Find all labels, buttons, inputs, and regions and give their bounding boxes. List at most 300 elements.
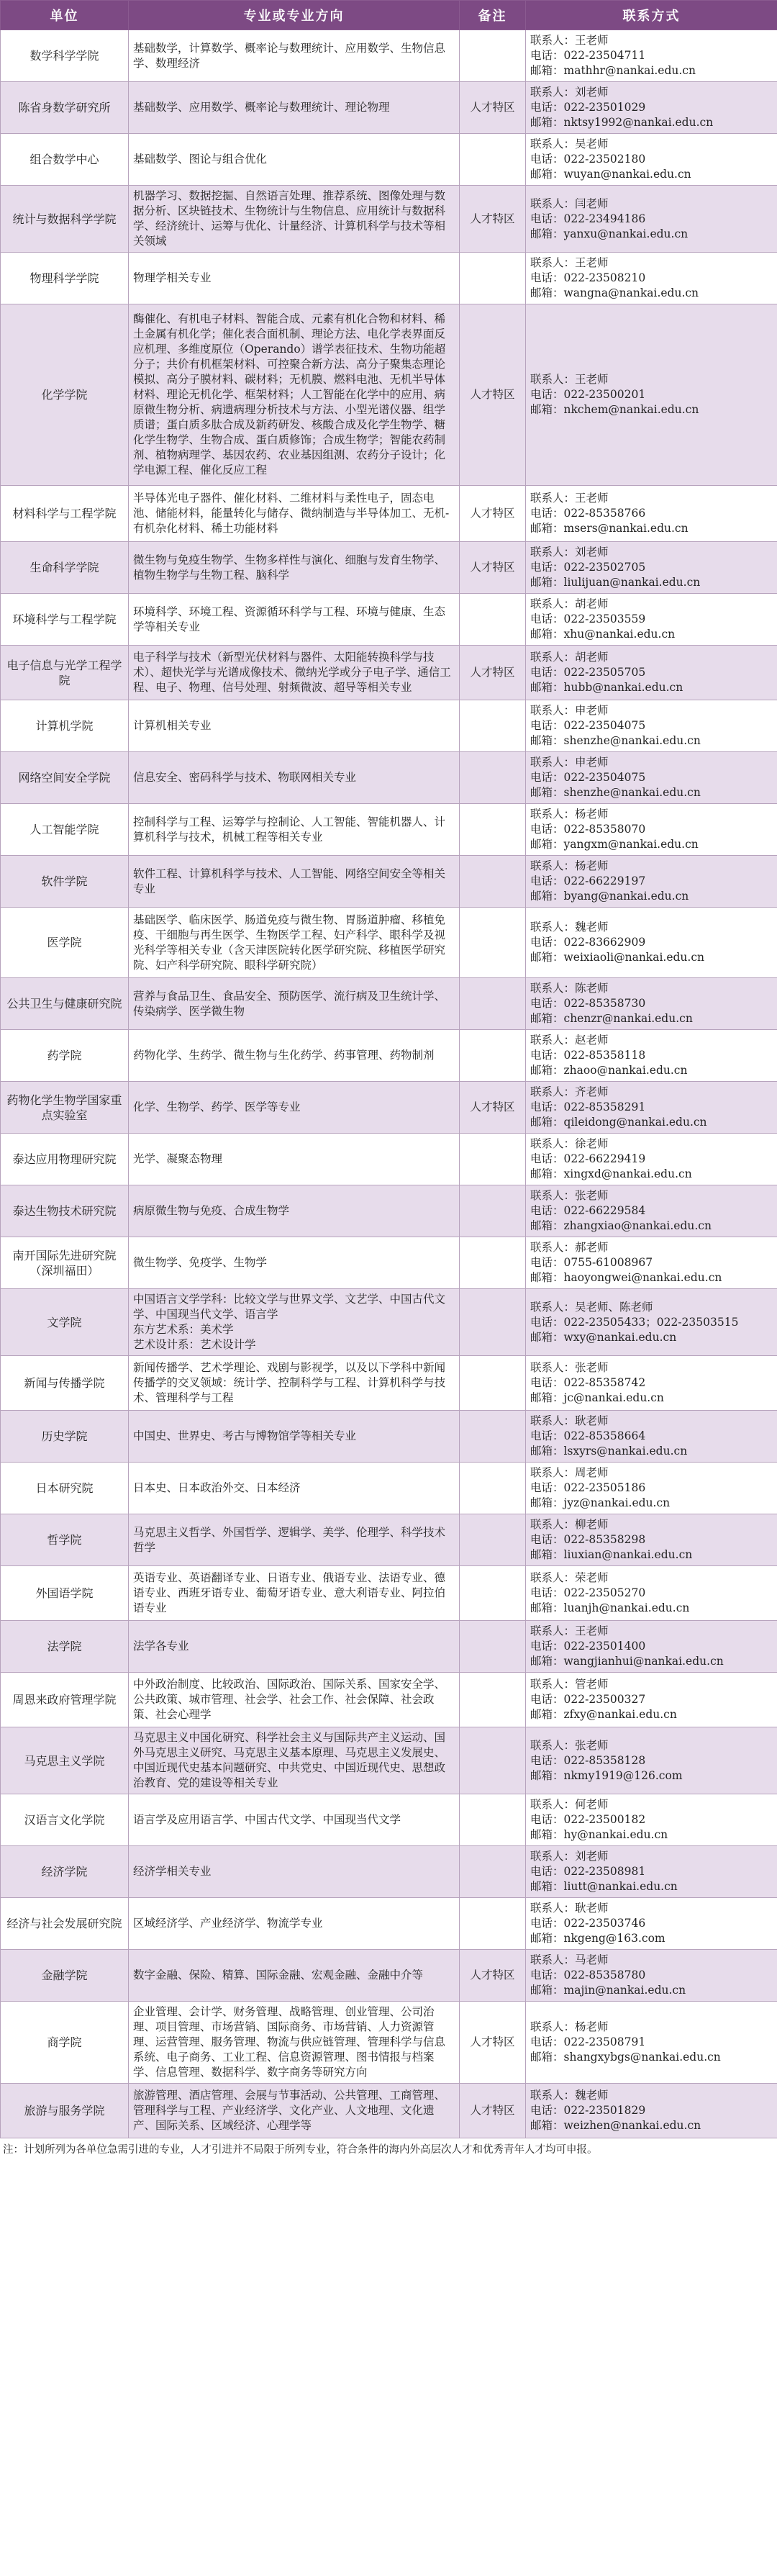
- contact-phone-label: 电话：: [530, 666, 564, 679]
- contact-phone: 022-23502705: [563, 561, 646, 574]
- contact-person-label: 联系人：: [530, 1738, 576, 1752]
- contact-person-label: 联系人：: [530, 256, 576, 269]
- contact-email[interactable]: xingxd@nankai.edu.cn: [563, 1167, 692, 1180]
- contact-phone-line: [530, 1203, 773, 1219]
- table-row: [1, 1621, 777, 1673]
- contact-phone: 022-85358766: [563, 507, 646, 520]
- contact-person-line: [530, 859, 773, 874]
- contact-phone-line: [530, 665, 773, 680]
- contact-phone: 022-23505186: [563, 1481, 646, 1494]
- contact-phone-label: 电话：: [530, 719, 564, 732]
- table-row: [1, 82, 777, 134]
- note-cell: 人才特区: [460, 82, 526, 134]
- contact-email[interactable]: yangxm@nankai.edu.cn: [563, 838, 699, 851]
- field-cell: 控制科学与工程、运筹学与控制论、人工智能、智能机器人、计算机科学与技术，机械工程等相关专业: [129, 804, 460, 856]
- contact-person: 吴老师、陈老师: [575, 1300, 653, 1314]
- contact-person-line: [530, 1624, 773, 1639]
- contact-email-label: 邮箱：: [530, 1496, 564, 1509]
- contact-email[interactable]: xhu@nankai.edu.cn: [563, 628, 676, 641]
- contact-email[interactable]: shenzhe@nankai.edu.cn: [563, 786, 701, 799]
- contact-email[interactable]: haoyongwei@nankai.edu.cn: [563, 1271, 722, 1284]
- contact-phone: 022-66229584: [563, 1204, 646, 1217]
- contact-phone-line: [530, 1692, 773, 1707]
- contact-email[interactable]: jc@nankai.edu.cn: [563, 1391, 664, 1404]
- field-cell: 化学、生物学、药学、医学等专业: [129, 1082, 460, 1134]
- contact-person-line: [530, 1571, 773, 1586]
- contact-email[interactable]: yanxu@nankai.edu.cn: [563, 227, 689, 240]
- contact-person-line: [530, 1677, 773, 1692]
- unit-cell: 环境科学与工程学院: [1, 594, 129, 646]
- contact-phone-line: [530, 718, 773, 733]
- unit-cell: 医学院: [1, 908, 129, 978]
- contact-phone: 022-85358291: [563, 1101, 646, 1113]
- contact-phone-line: [530, 1375, 773, 1391]
- contact-cell: [526, 1514, 777, 1566]
- contact-person: 王老师: [575, 492, 609, 505]
- note-cell: [460, 856, 526, 908]
- table-row: [1, 186, 777, 253]
- note-cell: 人才特区: [460, 186, 526, 253]
- contact-email[interactable]: weixiaoli@nankai.edu.cn: [563, 951, 704, 964]
- contact-phone: 022-23505270: [563, 1586, 646, 1599]
- contact-phone: 022-23504711: [563, 49, 646, 62]
- contact-person: 周老师: [575, 1466, 609, 1479]
- contact-email[interactable]: hubb@nankai.edu.cn: [563, 681, 683, 694]
- contact-email-line: [530, 1167, 773, 1182]
- contact-email-line: [530, 227, 773, 242]
- contact-phone: 022-85358742: [563, 1376, 646, 1389]
- contact-person-line: [530, 1033, 773, 1048]
- contact-cell: [526, 752, 777, 804]
- contact-email[interactable]: mathhr@nankai.edu.cn: [563, 64, 696, 77]
- field-cell: 药物化学、生药学、微生物与生化药学、药事管理、药物制剂: [129, 1030, 460, 1082]
- contact-cell: [526, 1289, 777, 1356]
- contact-phone: 022-23505433；022-23503515: [563, 1315, 739, 1329]
- table-row: [1, 856, 777, 908]
- field-cell: 物理学相关专业: [129, 253, 460, 304]
- contact-email[interactable]: nkmy1919@126.com: [563, 1768, 683, 1782]
- contact-phone-label: 电话：: [530, 997, 564, 1010]
- contact-email-line: [530, 1063, 773, 1078]
- contact-email[interactable]: lsxyrs@nankai.edu.cn: [563, 1445, 688, 1458]
- unit-cell: 电子信息与光学工程学院: [1, 646, 129, 700]
- field-cell: 半导体光电子器件、催化材料、二维材料与柔性电子，固态电池、储能材料，能量转化与储存、微纳制造与半导体加工、无机-有机杂化材料、稀土功能材料: [129, 486, 460, 542]
- note-cell: [460, 1727, 526, 1794]
- field-cell: 基础数学、图论与组合优化: [129, 134, 460, 186]
- contact-email[interactable]: hy@nankai.edu.cn: [563, 1828, 668, 1841]
- contact-phone-line: [530, 100, 773, 115]
- contact-person: 郝老师: [575, 1241, 609, 1254]
- contact-phone-line: [530, 1812, 773, 1827]
- field-cell: 经济学相关专业: [129, 1846, 460, 1898]
- contact-phone: 022-85358664: [563, 1429, 646, 1442]
- contact-person-line: [530, 920, 773, 935]
- field-cell: 电子科学与技术（新型光伏材料与器件、太阳能转换科学与技术）、超快光学与光谱成像技术、微纳光学或分子电子学、通信工程、电子、物理、信号处理、射频微波、超导等相关专业: [129, 646, 460, 700]
- unit-cell: 哲学院: [1, 1514, 129, 1566]
- contact-person-label: 联系人：: [530, 34, 576, 47]
- table-row: [1, 1185, 777, 1237]
- contact-email-label: 邮箱：: [530, 890, 564, 903]
- contact-person-label: 联系人：: [530, 1624, 576, 1637]
- contact-email-label: 邮箱：: [530, 1828, 564, 1841]
- contact-person-label: 联系人：: [530, 1137, 576, 1150]
- contact-person: 陈老师: [575, 982, 609, 995]
- contact-phone-label: 电话：: [530, 1049, 564, 1062]
- contact-cell: [526, 1185, 777, 1237]
- contact-phone-label: 电话：: [530, 1101, 564, 1113]
- unit-cell: 生命科学学院: [1, 542, 129, 594]
- contact-email[interactable]: nkchem@nankai.edu.cn: [563, 403, 699, 416]
- contact-email-label: 邮箱：: [530, 1445, 564, 1458]
- contact-email-label: 邮箱：: [530, 168, 564, 181]
- contact-person-label: 联系人：: [530, 982, 576, 995]
- unit-cell: 统计与数据科学学院: [1, 186, 129, 253]
- contact-email[interactable]: byang@nankai.edu.cn: [563, 890, 689, 903]
- contact-email-line: [530, 286, 773, 301]
- contact-email[interactable]: wuyan@nankai.edu.cn: [563, 168, 691, 181]
- contact-person: 申老师: [575, 704, 609, 717]
- unit-cell: 公共卫生与健康研究院: [1, 978, 129, 1030]
- contact-email-line: [530, 575, 773, 590]
- note-cell: 人才特区: [460, 1950, 526, 2002]
- contact-email-label: 邮箱：: [530, 1708, 564, 1721]
- contact-email-line: [530, 1827, 773, 1843]
- contact-email[interactable]: zfxy@nankai.edu.cn: [563, 1708, 677, 1721]
- contact-cell: [526, 2002, 777, 2084]
- contact-email-line: [530, 950, 773, 965]
- unit-cell: 泰达应用物理研究院: [1, 1134, 129, 1185]
- contact-person-label: 联系人：: [530, 1571, 576, 1584]
- contact-email-label: 邮箱：: [530, 786, 564, 799]
- note-cell: 人才特区: [460, 2084, 526, 2138]
- contact-cell: [526, 908, 777, 978]
- unit-cell: 泰达生物技术研究院: [1, 1185, 129, 1237]
- contact-phone: 022-23504075: [563, 719, 646, 732]
- contact-phone-line: [530, 1864, 773, 1879]
- contact-email-line: [530, 2118, 773, 2133]
- contact-person-line: [530, 1465, 773, 1481]
- contact-email-label: 邮箱：: [530, 1330, 564, 1344]
- contact-person-line: [530, 256, 773, 271]
- contact-email-line: [530, 1931, 773, 1946]
- field-cell: 微生物与免疫生物学、生物多样性与演化、细胞与发育生物学、植物生物学与生物工程、脑科学: [129, 542, 460, 594]
- contact-email-label: 邮箱：: [530, 1167, 564, 1180]
- field-cell: 马克思主义哲学、外国哲学、逻辑学、美学、伦理学、科学技术哲学: [129, 1514, 460, 1566]
- contact-phone-label: 电话：: [530, 561, 564, 574]
- field-cell: 微生物学、免疫学、生物学: [129, 1237, 460, 1289]
- contact-person: 杨老师: [575, 2020, 609, 2033]
- contact-email-line: [530, 1547, 773, 1563]
- contact-email-label: 邮箱：: [530, 1601, 564, 1614]
- contact-email-label: 邮箱：: [530, 1932, 564, 1945]
- contact-phone-line: [530, 271, 773, 286]
- contact-email[interactable]: nkgeng@163.com: [563, 1932, 665, 1945]
- contact-person: 耿老师: [575, 1414, 609, 1427]
- contact-phone-label: 电话：: [530, 823, 564, 836]
- contact-phone-label: 电话：: [530, 2104, 564, 2117]
- contact-email[interactable]: majin@nankai.edu.cn: [563, 1984, 686, 1997]
- contact-phone: 022-23500182: [563, 1813, 646, 1826]
- contact-email-label: 邮箱：: [530, 522, 564, 535]
- note-cell: 人才特区: [460, 646, 526, 700]
- contact-phone: 022-23508791: [563, 2035, 646, 2048]
- contact-email[interactable]: zhaoo@nankai.edu.cn: [563, 1064, 688, 1077]
- contact-person-line: [530, 650, 773, 665]
- contact-phone-line: [530, 874, 773, 889]
- contact-cell: [526, 1898, 777, 1950]
- contact-phone-line: [530, 212, 773, 227]
- contact-email[interactable]: liutt@nankai.edu.cn: [563, 1880, 678, 1893]
- unit-cell: 软件学院: [1, 856, 129, 908]
- table-row: [1, 304, 777, 486]
- contact-email[interactable]: luanjh@nankai.edu.cn: [563, 1601, 690, 1614]
- note-cell: [460, 1794, 526, 1846]
- contact-cell: [526, 1727, 777, 1794]
- contact-person-line: [530, 85, 773, 100]
- table-row: [1, 1898, 777, 1950]
- contact-person: 徐老师: [575, 1137, 609, 1150]
- contact-email-line: [530, 1270, 773, 1285]
- note-cell: [460, 1566, 526, 1621]
- header-field: 专业或专业方向: [129, 1, 460, 30]
- contact-email-line: [530, 1219, 773, 1234]
- note-cell: [460, 1134, 526, 1185]
- contact-person: 王老师: [575, 34, 609, 47]
- contact-email[interactable]: zhangxiao@nankai.edu.cn: [563, 1219, 712, 1232]
- contact-phone-label: 电话：: [530, 153, 564, 166]
- contact-phone-line: [530, 1100, 773, 1115]
- contact-email-label: 邮箱：: [530, 838, 564, 851]
- field-cell: 法学各专业: [129, 1621, 460, 1673]
- contact-person-line: [530, 1240, 773, 1255]
- contact-phone: 022-85358730: [563, 997, 646, 1010]
- contact-phone-line: [530, 612, 773, 627]
- contact-cell: [526, 1566, 777, 1621]
- field-cell: 旅游管理、酒店管理、会展与节事活动、公共管理、工商管理、管理科学与工程、产业经济学、文化产业、人文地理、文化遗产、国际关系、区域经济、心理学等: [129, 2084, 460, 2138]
- contact-phone-line: [530, 1968, 773, 1983]
- contact-email-line: [530, 837, 773, 852]
- contact-email[interactable]: jyz@nankai.edu.cn: [563, 1496, 671, 1509]
- footnote: 注：计划所列为各单位急需引进的专业，人才引进并不局限于所列专业，符合条件的海内外高层次人才和优秀青年人才均可申报。: [3, 2144, 598, 2156]
- contact-email-label: 邮箱：: [530, 1219, 564, 1232]
- contact-person-line: [530, 372, 773, 387]
- contact-email-line: [530, 680, 773, 695]
- contact-email[interactable]: weizhen@nankai.edu.cn: [563, 2119, 701, 2132]
- contact-email-line: [530, 1768, 773, 1784]
- contact-email[interactable]: msers@nankai.edu.cn: [563, 522, 689, 535]
- unit-cell: 数学科学学院: [1, 30, 129, 82]
- contact-phone-line: [530, 1639, 773, 1654]
- contact-person: 赵老师: [575, 1034, 609, 1047]
- contact-person-label: 联系人：: [530, 137, 576, 150]
- contact-email-label: 邮箱：: [530, 1984, 564, 1997]
- contact-person: 耿老师: [575, 1902, 609, 1915]
- contact-phone: 022-23508981: [563, 1865, 646, 1878]
- contact-phone-label: 电话：: [530, 1969, 564, 1981]
- contact-person-label: 联系人：: [530, 859, 576, 872]
- contact-phone: 022-23503746: [563, 1917, 646, 1930]
- contact-email[interactable]: shangxybgs@nankai.edu.cn: [563, 2051, 721, 2064]
- contact-phone: 022-85358298: [563, 1533, 646, 1546]
- contact-email-label: 邮箱：: [530, 1548, 564, 1561]
- contact-person: 刘老师: [575, 1850, 609, 1863]
- field-cell: 中国史、世界史、考古与博物馆学等相关专业: [129, 1411, 460, 1463]
- contact-phone: 022-23502180: [563, 153, 646, 166]
- contact-cell: [526, 82, 777, 134]
- contact-person-label: 联系人：: [530, 1466, 576, 1479]
- table-row: [1, 1289, 777, 1356]
- contact-person-line: [530, 1188, 773, 1203]
- contact-phone-label: 电话：: [530, 388, 564, 401]
- table-row: [1, 134, 777, 186]
- field-cell: 英语专业、英语翻译专业、日语专业、俄语专业、法语专业、德语专业、西班牙语专业、葡萄牙语专业、意大利语专业、阿拉伯语专业: [129, 1566, 460, 1621]
- unit-cell: 外国语学院: [1, 1566, 129, 1621]
- contact-person-label: 联系人：: [530, 1361, 576, 1374]
- contact-person: 吴老师: [575, 137, 609, 150]
- contact-person: 荣老师: [575, 1571, 609, 1584]
- contact-phone: 022-66229419: [563, 1152, 646, 1165]
- contact-phone-line: [530, 1429, 773, 1444]
- contact-person-label: 联系人：: [530, 1241, 576, 1254]
- contact-phone-line: [530, 822, 773, 837]
- contact-cell: [526, 2084, 777, 2138]
- contact-email[interactable]: wangjianhui@nankai.edu.cn: [563, 1655, 724, 1668]
- contact-cell: [526, 304, 777, 486]
- contact-person-label: 联系人：: [530, 196, 576, 210]
- unit-cell: 人工智能学院: [1, 804, 129, 856]
- unit-cell: 旅游与服务学院: [1, 2084, 129, 2138]
- field-cell: 基础数学，计算数学、概率论与数理统计、应用数学、生物信息学、数理经济: [129, 30, 460, 82]
- contact-phone: 022-23504075: [563, 771, 646, 784]
- contact-person-line: [530, 545, 773, 560]
- contact-person: 杨老师: [575, 859, 609, 872]
- contact-person-label: 联系人：: [530, 546, 576, 559]
- note-cell: [460, 804, 526, 856]
- field-cell: 环境科学、环境工程、资源循环科学与工程、环境与健康、生态学等相关专业: [129, 594, 460, 646]
- contact-phone: 022-23500327: [563, 1693, 646, 1706]
- contact-cell: [526, 1030, 777, 1082]
- contact-email-line: [530, 1707, 773, 1722]
- field-cell: 信息安全、密码科学与技术、物联网相关专业: [129, 752, 460, 804]
- contact-person: 申老师: [575, 756, 609, 769]
- contact-person-label: 联系人：: [530, 1189, 576, 1202]
- note-cell: [460, 1289, 526, 1356]
- contact-person-label: 联系人：: [530, 1902, 576, 1915]
- contact-person-label: 联系人：: [530, 921, 576, 934]
- contact-email-label: 邮箱：: [530, 681, 564, 694]
- contact-phone-line: [530, 1255, 773, 1270]
- contact-person-line: [530, 2088, 773, 2103]
- note-cell: [460, 1411, 526, 1463]
- contact-email[interactable]: liulijuan@nankai.edu.cn: [563, 576, 701, 589]
- contact-cell: [526, 1082, 777, 1134]
- contact-cell: [526, 594, 777, 646]
- contact-phone-label: 电话：: [530, 1256, 564, 1269]
- table-row: [1, 1356, 777, 1411]
- contact-cell: [526, 804, 777, 856]
- table-row: [1, 752, 777, 804]
- unit-cell: 化学学院: [1, 304, 129, 486]
- note-cell: [460, 1463, 526, 1514]
- contact-cell: [526, 1673, 777, 1727]
- contact-phone-label: 电话：: [530, 507, 564, 520]
- contact-email-line: [530, 2050, 773, 2065]
- contact-cell: [526, 978, 777, 1030]
- contact-email[interactable]: shenzhe@nankai.edu.cn: [563, 734, 701, 747]
- table-row: [1, 1082, 777, 1134]
- note-cell: [460, 1356, 526, 1411]
- contact-person: 王老师: [575, 1624, 609, 1637]
- contact-email[interactable]: wxy@nankai.edu.cn: [563, 1330, 677, 1344]
- note-cell: [460, 700, 526, 752]
- contact-person-label: 联系人：: [530, 651, 576, 664]
- field-cell: 企业管理、会计学、财务管理、战略管理、创业管理、公司治理、项目管理、市场营销、国际商务、市场营销、人力资源管理、运营管理、服务管理、物流与供应链管理、管理科学与信息系统、电子商务、工业工程、信息资源管理、图书情报与档案学、信息管理、数据科学、数字商务等研究方向: [129, 2002, 460, 2084]
- contact-person: 魏老师: [575, 2089, 609, 2102]
- contact-phone: 022-23501029: [563, 101, 646, 114]
- unit-cell: 新闻与传播学院: [1, 1356, 129, 1411]
- contact-cell: [526, 856, 777, 908]
- unit-cell: 组合数学中心: [1, 134, 129, 186]
- contact-email-label: 邮箱：: [530, 2119, 564, 2132]
- field-cell: 酶催化、有机电子材料、智能合成、元素有机化合物和材料、稀土金属有机化学；催化表合面机制、理论方法、电化学表界面反应机理、多维度原位（Operando）谱学表征技术、生物功能超分子；共价有机框架材料、可控聚合新方法、高分子聚集态理论模拟、高分子膜材料、碳材料；无机膜、燃料电池、无机半导体材料、理论无机化学、框架材料；人工智能在化学中的应用、病原微生物分析、病遗病理分析技术与方法、小型光谱仪器、组学质谱；蛋白质多肽合成及新药研发、核酸合成及化学生物学、糖化学生物学、生物合成、蛋白质修饰；合成生物学；智能农药制剂、植物病理学、基因农药、农业基因组测、农药分子设计；化学电源工程、催化反应工程: [129, 304, 460, 486]
- contact-phone-label: 电话：: [530, 1640, 564, 1653]
- unit-cell: 材料科学与工程学院: [1, 486, 129, 542]
- contact-person-line: [530, 1300, 773, 1315]
- unit-cell: 文学院: [1, 1289, 129, 1356]
- field-cell: 马克思主义中国化研究、科学社会主义与国际共产主义运动、国外马克思主义研究、马克思主义基本原理、马克思主义发展史、中国近现代史基本问题研究、中共党史、中国近现代史、思想政治教育、党的建设等相关专业: [129, 1727, 460, 1794]
- contact-email[interactable]: nktsy1992@nankai.edu.cn: [563, 116, 714, 129]
- contact-phone-label: 电话：: [530, 1865, 564, 1878]
- contact-email-label: 邮箱：: [530, 2051, 564, 2064]
- contact-person: 胡老师: [575, 651, 609, 664]
- contact-person-label: 联系人：: [530, 704, 576, 717]
- unit-cell: 日本研究院: [1, 1463, 129, 1514]
- unit-cell: 马克思主义学院: [1, 1727, 129, 1794]
- contact-person: 刘老师: [575, 86, 609, 99]
- contact-email-line: [530, 1115, 773, 1130]
- contact-email[interactable]: wangna@nankai.edu.cn: [563, 286, 699, 299]
- contact-email[interactable]: chenzr@nankai.edu.cn: [563, 1012, 693, 1025]
- contact-email-line: [530, 889, 773, 904]
- table-row: [1, 1727, 777, 1794]
- contact-person-line: [530, 1901, 773, 1916]
- contact-person: 王老师: [575, 373, 609, 386]
- field-cell: 软件工程、计算机科学与技术、人工智能、网络空间安全等相关专业: [129, 856, 460, 908]
- contact-person-line: [530, 491, 773, 506]
- contact-phone: 022-85358070: [563, 823, 646, 836]
- contact-person-label: 联系人：: [530, 86, 576, 99]
- contact-phone-line: [530, 996, 773, 1011]
- contact-phone: 022-23505705: [563, 666, 646, 679]
- contact-person-label: 联系人：: [530, 2020, 576, 2033]
- note-cell: [460, 1846, 526, 1898]
- contact-email-label: 邮箱：: [530, 227, 564, 240]
- contact-person: 柳老师: [575, 1518, 609, 1531]
- contact-email-line: [530, 627, 773, 642]
- table-row: [1, 2084, 777, 2138]
- contact-phone-label: 电话：: [530, 1533, 564, 1546]
- note-cell: [460, 1030, 526, 1082]
- header-unit: 单位: [1, 1, 129, 30]
- contact-person-label: 联系人：: [530, 1300, 576, 1314]
- table-row: [1, 253, 777, 304]
- contact-person-line: [530, 2020, 773, 2035]
- unit-cell: 法学院: [1, 1621, 129, 1673]
- contact-cell: [526, 700, 777, 752]
- contact-email[interactable]: qileidong@nankai.edu.cn: [563, 1116, 707, 1129]
- contact-email[interactable]: liuxian@nankai.edu.cn: [563, 1548, 693, 1561]
- contact-email-line: [530, 1011, 773, 1026]
